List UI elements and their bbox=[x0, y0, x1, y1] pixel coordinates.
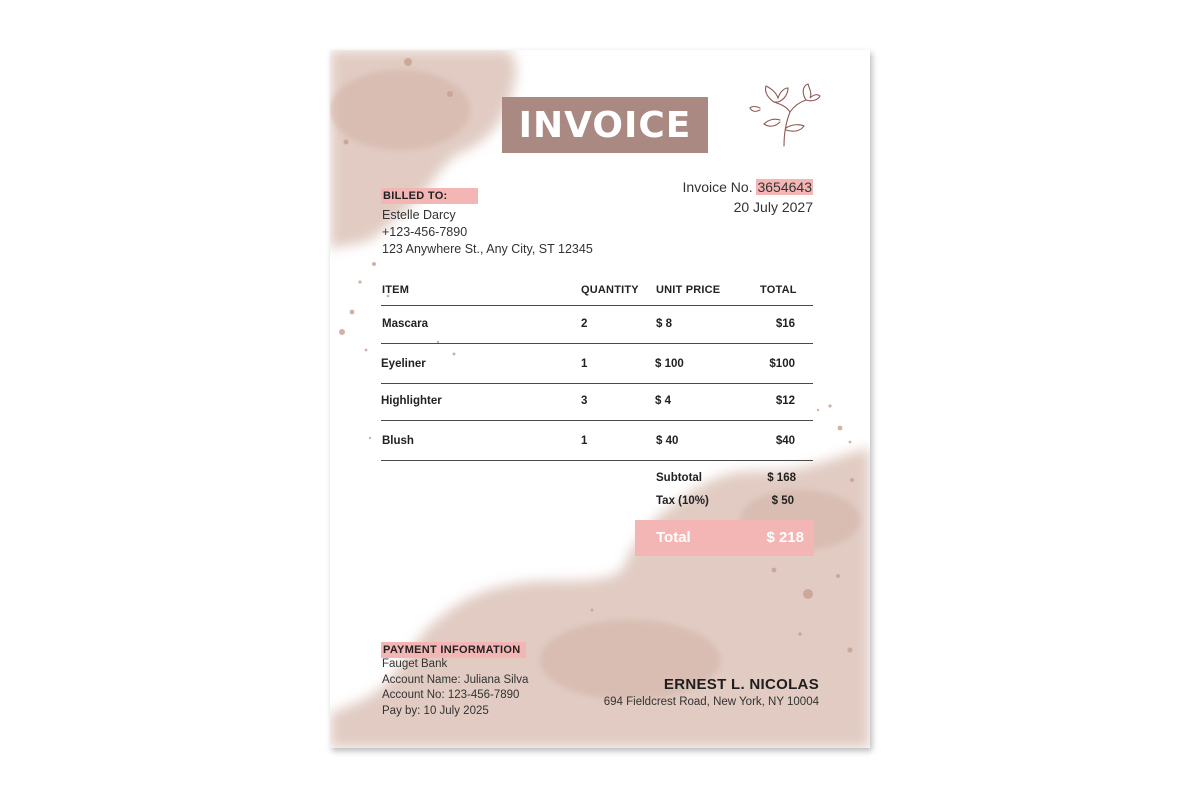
table-row-quantity: 1 bbox=[581, 435, 588, 447]
table-header-divider bbox=[381, 305, 813, 306]
tax-value: $ 50 bbox=[771, 495, 794, 507]
total-banner bbox=[635, 520, 814, 556]
subtotal-value: $ 168 bbox=[767, 472, 796, 484]
tax-label: Tax (10%) bbox=[656, 495, 709, 507]
payment-account-number: Account No: 123-456-7890 bbox=[382, 689, 520, 701]
flower-line-art-icon bbox=[746, 76, 822, 152]
table-row-unit-price: $ 4 bbox=[655, 395, 671, 407]
invoice-title-banner bbox=[502, 97, 708, 153]
invoice-title: INVOICE bbox=[518, 104, 692, 146]
table-row-divider bbox=[381, 383, 813, 384]
subtotal-label: Subtotal bbox=[656, 472, 702, 484]
table-row-unit-price: $ 40 bbox=[656, 435, 679, 447]
table-row-quantity: 1 bbox=[581, 358, 588, 370]
table-row-quantity: 2 bbox=[581, 318, 588, 330]
payment-account-name: Account Name: Juliana Silva bbox=[382, 674, 529, 686]
signer-address: 694 Fieldcrest Road, New York, NY 10004 bbox=[603, 696, 819, 708]
column-header-total: TOTAL bbox=[760, 284, 797, 296]
column-header-item: ITEM bbox=[382, 284, 410, 296]
table-row-divider bbox=[381, 343, 813, 344]
table-row-total: $40 bbox=[775, 435, 795, 447]
invoice-number: 3654643 bbox=[757, 179, 812, 195]
billed-to-phone: +123-456-7890 bbox=[382, 225, 468, 239]
table-row-item: Mascara bbox=[382, 318, 429, 330]
table-row-item: Highlighter bbox=[381, 395, 442, 407]
column-header-quantity: QUANTITY bbox=[581, 284, 639, 296]
column-header-unit-price: UNIT PRICE bbox=[656, 284, 721, 296]
invoice-date: 20 July 2027 bbox=[733, 199, 813, 215]
signer-name: ERNEST L. NICOLAS bbox=[663, 676, 819, 693]
table-row-total: $100 bbox=[769, 358, 795, 370]
table-row-unit-price: $ 100 bbox=[655, 358, 684, 370]
billed-to-label: BILLED TO: bbox=[381, 188, 478, 204]
table-row-total: $12 bbox=[775, 395, 795, 407]
table-bottom-divider bbox=[381, 460, 813, 461]
payment-due-date: Pay by: 10 July 2025 bbox=[382, 705, 489, 717]
total-label: Total bbox=[656, 529, 691, 546]
invoice-number-line bbox=[683, 179, 813, 195]
table-row-unit-price: $ 8 bbox=[656, 318, 672, 330]
invoice-number-label: Invoice No. bbox=[682, 179, 753, 195]
table-row-divider bbox=[381, 420, 813, 421]
billed-to-name: Estelle Darcy bbox=[382, 208, 456, 222]
payment-information-label: PAYMENT INFORMATION bbox=[381, 642, 526, 658]
table-row-quantity: 3 bbox=[581, 395, 588, 407]
invoice-page bbox=[330, 50, 870, 748]
table-row-item: Eyeliner bbox=[381, 358, 426, 370]
table-row-total: $16 bbox=[775, 318, 795, 330]
table-row-item: Blush bbox=[382, 435, 414, 447]
total-value: $ 218 bbox=[766, 529, 804, 546]
billed-to-address: 123 Anywhere St., Any City, ST 12345 bbox=[382, 242, 593, 256]
payment-bank: Fauget Bank bbox=[382, 658, 448, 670]
